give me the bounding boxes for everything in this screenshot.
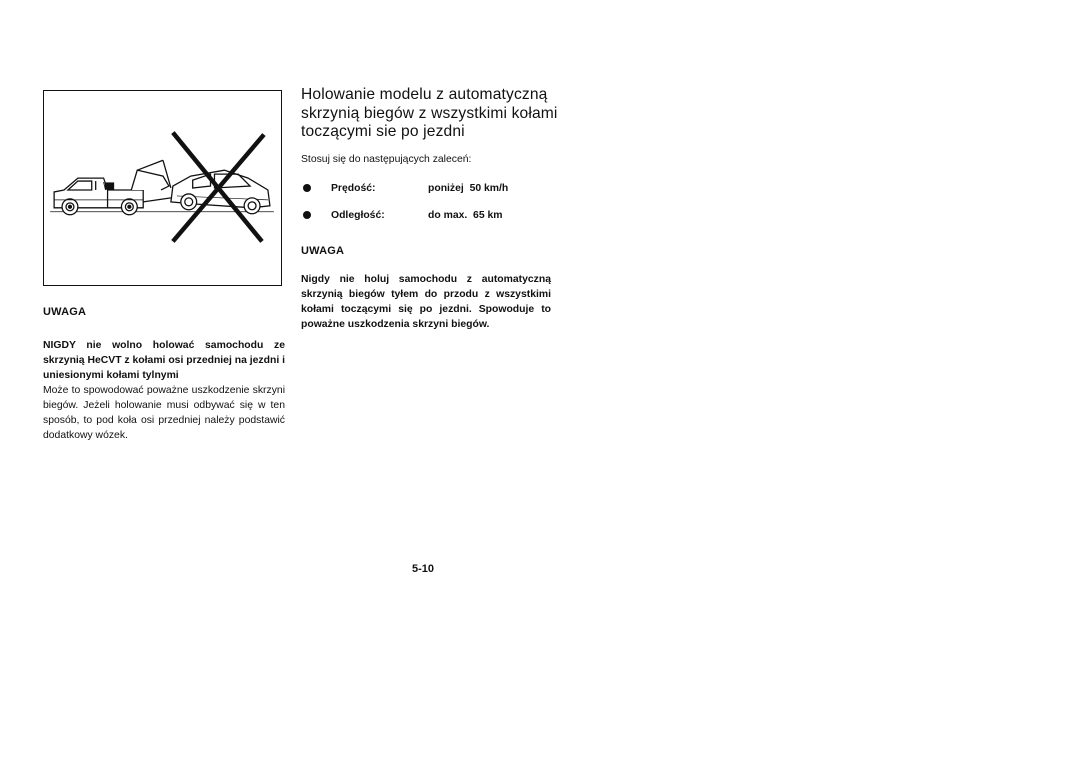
spec-value: do max. 65 km <box>428 209 503 221</box>
section-title-line-2: skrzynią biegów z wszystkimi kołami <box>301 104 558 122</box>
left-warning-heading: UWAGA <box>43 306 87 318</box>
left-warning-bold-text: NIGDY nie wolno holować samochodu ze skrzynią HeCVT z kołami osi przedniej na jezdni i uniesionymi kołami tylnymi <box>43 340 285 381</box>
page-number: 5-10 <box>412 563 435 575</box>
spec-list <box>301 181 559 223</box>
right-warning-heading: UWAGA <box>301 244 345 257</box>
intro-text: Stosuj się do następujących zaleceń: <box>301 153 472 165</box>
right-column <box>301 86 559 332</box>
left-warning-body-text: Może to spowodować poważne uszkodzenie skrzyni biegów. Jeżeli holowanie musi odbywać się w ten sposób, to pod koła osi przedniej należy podstawić dodatkowy wózek. <box>43 385 285 441</box>
spec-item-distance <box>301 208 559 223</box>
spec-value: poniżej 50 km/h <box>428 182 509 194</box>
right-warning-text: Nigdy nie holuj samochodu z automatyczną skrzynią biegów tyłem do przodu z wszystkimi kołami toczącymi się po jezdni. Spowoduje to poważne uszkodzenia skrzyni biegów. <box>301 273 551 330</box>
bullet-icon <box>303 211 311 219</box>
spec-label: Prędość: <box>331 182 376 194</box>
towing-illustration <box>43 90 282 286</box>
spec-label: Odległość: <box>331 209 385 221</box>
section-title <box>301 86 559 142</box>
tow-truck-crossed-out-icon <box>44 91 281 285</box>
section-title-line-1: Holowanie modelu z automatyczną <box>301 86 548 103</box>
left-warning-block <box>43 338 285 443</box>
left-column <box>43 306 285 443</box>
spec-item-speed <box>301 181 559 196</box>
bullet-icon <box>303 184 311 192</box>
section-title-line-3: toczącymi sie po jezdni <box>301 123 465 140</box>
